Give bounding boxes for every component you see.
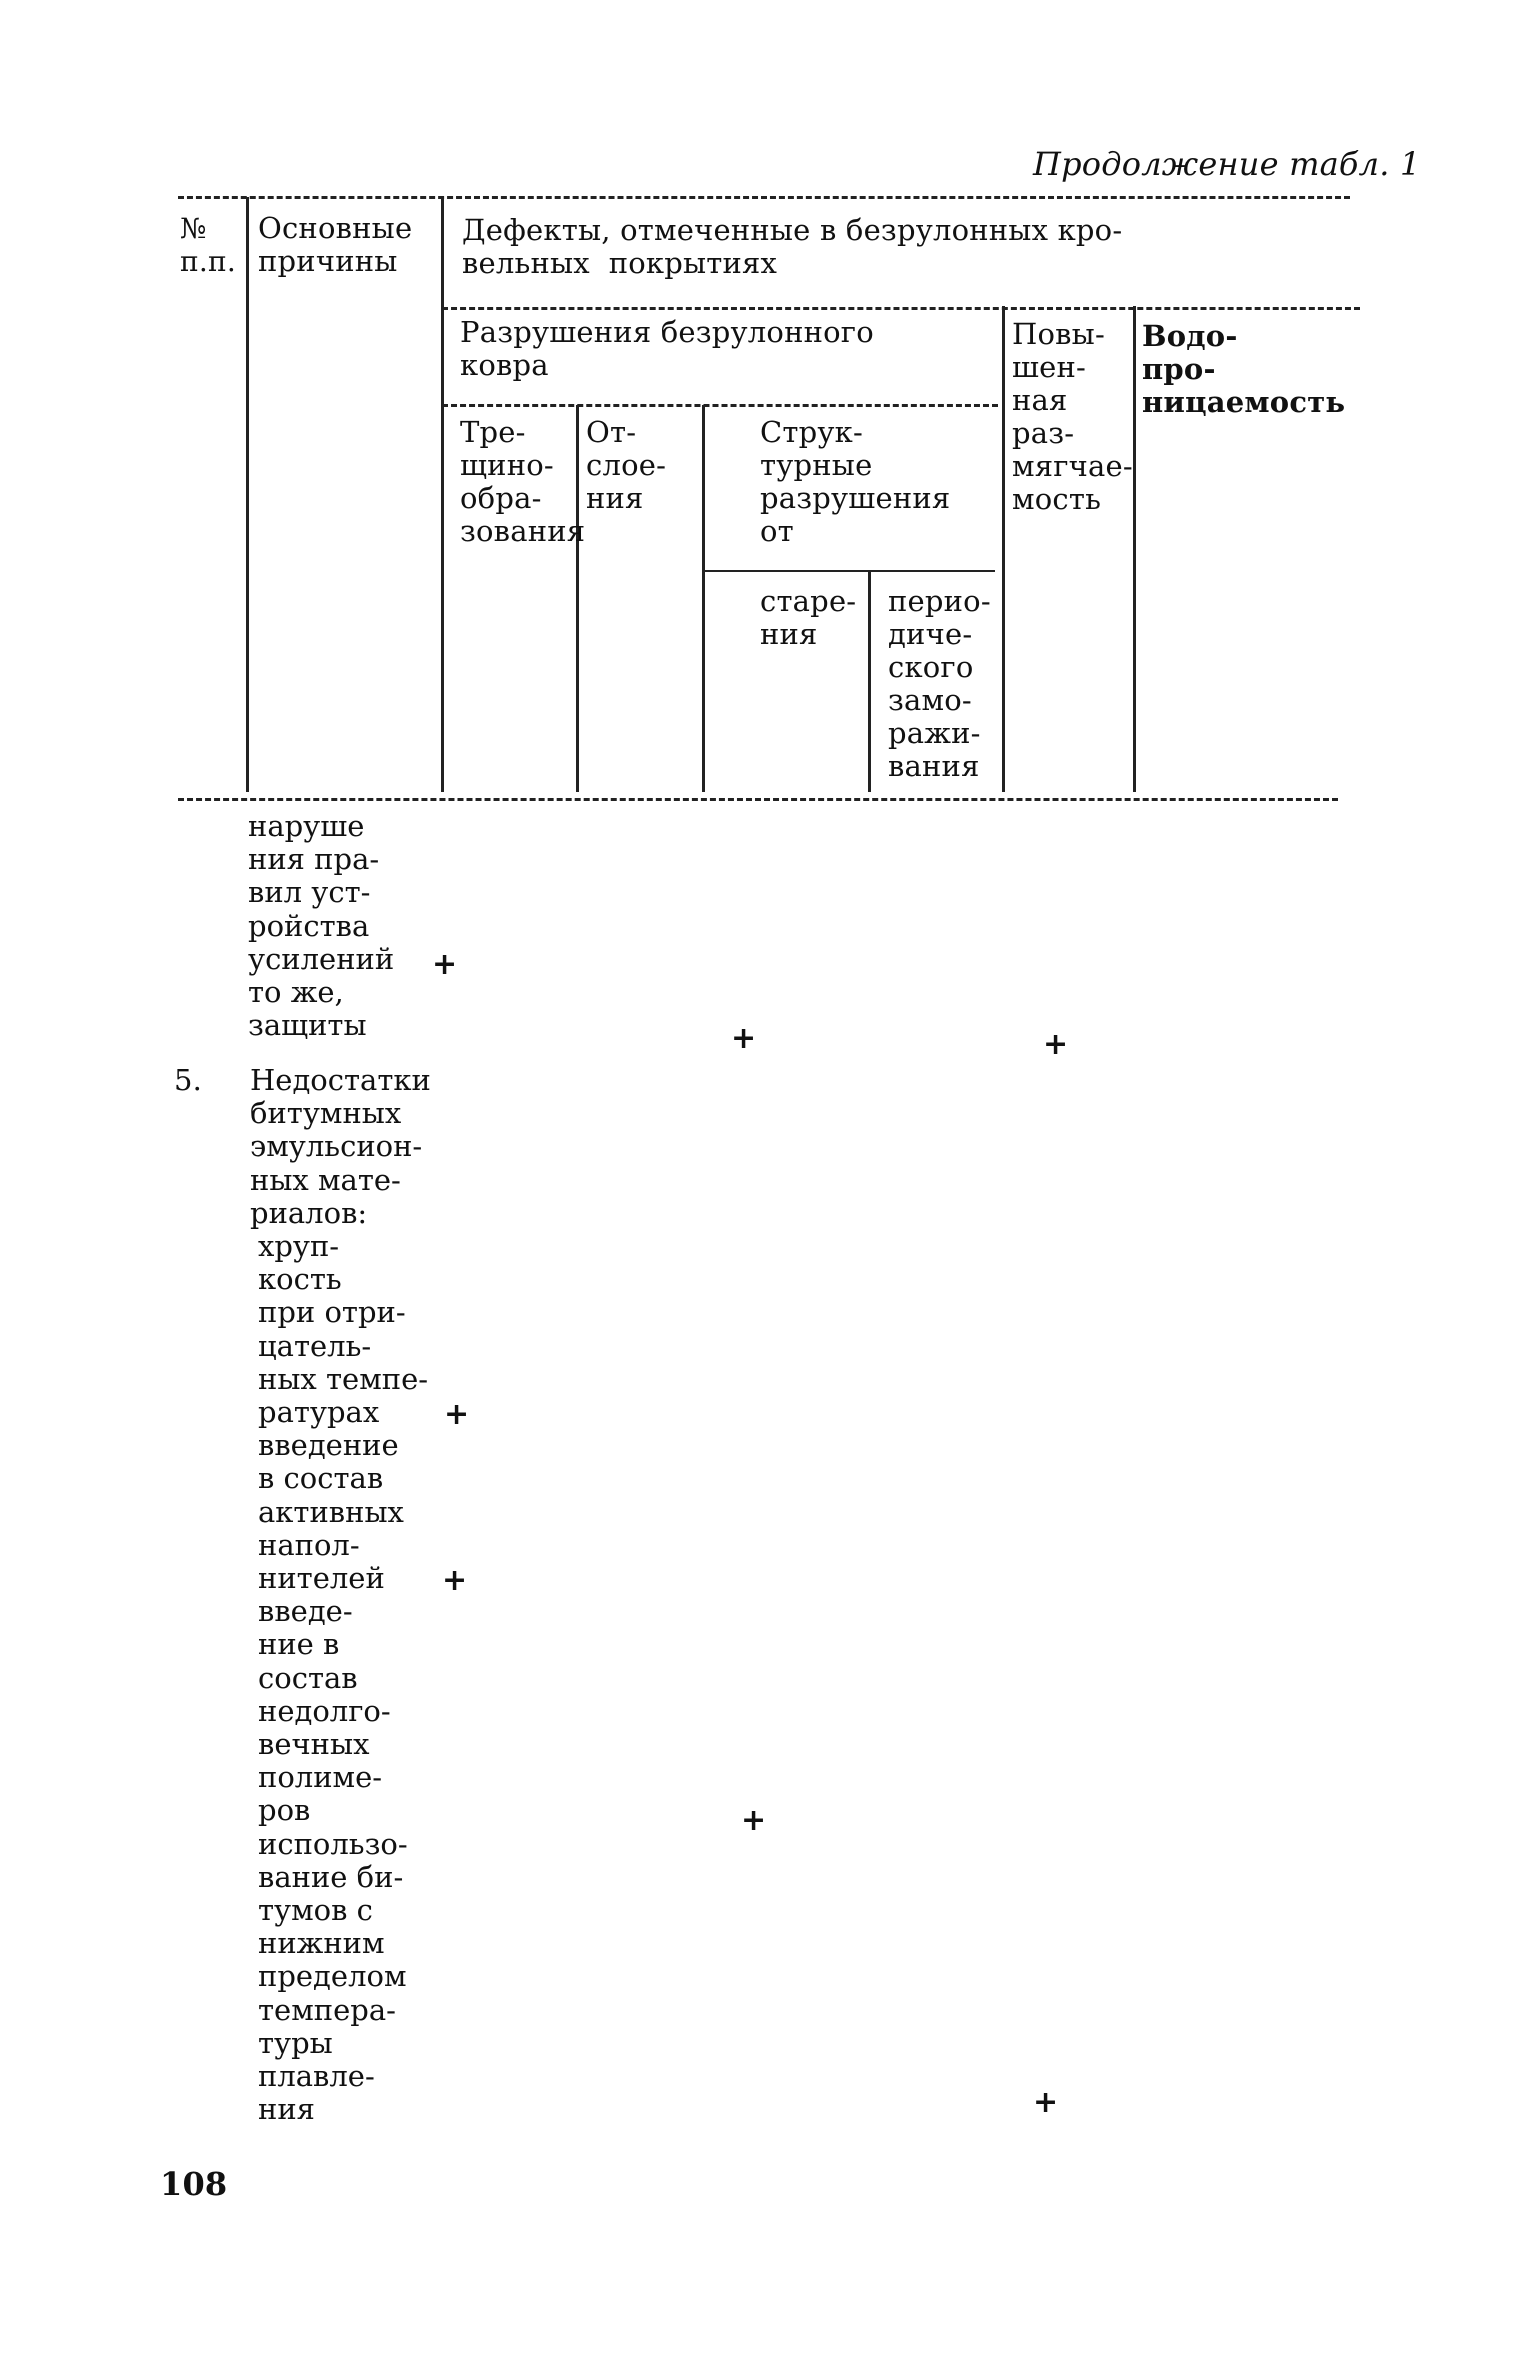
row5-cause: Недостатки битумных эмульсион- ных мате- риалов: [250, 1063, 431, 1230]
col-divider-4 [702, 405, 705, 792]
col-divider-2 [441, 197, 444, 792]
page-number: 108 [160, 2165, 228, 2203]
header-aging: старе- ния [760, 584, 857, 651]
header-permeability: Водо- про- ницаемость [1142, 319, 1346, 419]
page-header: Продолжение табл. 1 [1033, 145, 1421, 183]
col-divider-1 [246, 197, 249, 792]
header-softening: Повы- шен- ная раз- мягчае- мость [1012, 317, 1133, 516]
row5-num: 5. [174, 1063, 203, 1097]
header-bottom-rule [178, 798, 1338, 801]
destruction-rule [442, 307, 1360, 310]
header-freezing: перио- диче- ского замо- ражи- вания [888, 584, 991, 783]
header-defects: Дефекты, отмеченные в безрулонных кро- вельных покрытиях [462, 213, 1123, 280]
table-top-rule [178, 196, 1350, 199]
header-causes: Основные причины [258, 211, 413, 278]
row5-mark-2: + [442, 1563, 468, 1598]
header-cracking: Тре- щино- обра- зования [460, 415, 586, 548]
row5-mark-4: + [1033, 2085, 1059, 2120]
row-prev-mark-2: + [731, 1021, 757, 1056]
header-delamination: От- слое- ния [586, 415, 667, 515]
header-structural: Струк- турные разрушения от [760, 415, 951, 548]
col-divider-6 [1002, 306, 1005, 792]
row-prev-cause: наруше ния пра- вил уст- ройства усилений то же, защиты [248, 809, 395, 1043]
row5-sub-causes: хруп- кость при отри- цатель- ных темпе- ратурах введение в состав активных напол- нителей введе- ние в состав недолго- вечных полиме- ров использо- вание би- тумов с нижним пределом темпера- туры плавле- ния [258, 1229, 429, 2127]
col-divider-5 [868, 570, 871, 792]
row5-mark-1: + [444, 1397, 470, 1432]
col-divider-7 [1133, 306, 1136, 792]
header-destruction: Разрушения безрулонного ковра [460, 315, 874, 382]
header-num: № п.п. [180, 212, 236, 278]
structural-rule [703, 570, 995, 572]
row5-mark-3: + [741, 1803, 767, 1838]
row-prev-mark-1: + [432, 947, 458, 982]
row-prev-mark-3: + [1043, 1027, 1069, 1062]
subcols-rule [442, 404, 998, 407]
